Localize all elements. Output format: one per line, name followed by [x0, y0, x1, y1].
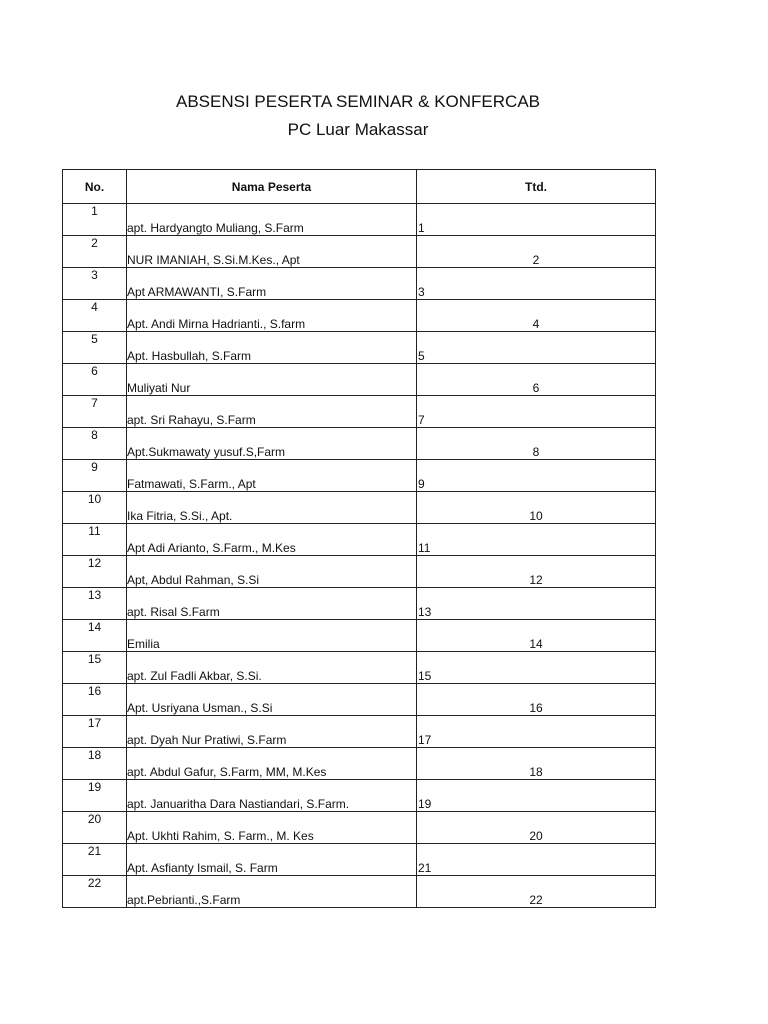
table-row [63, 716, 656, 748]
row-number: 2 [63, 236, 127, 268]
table-row [63, 844, 656, 876]
participant-name: apt. Dyah Nur Pratiwi, S.Farm [127, 716, 417, 748]
table-row [63, 332, 656, 364]
row-number: 8 [63, 428, 127, 460]
signature-cell: 3 [417, 268, 656, 300]
header-name: Nama Peserta [127, 170, 417, 204]
signature-cell: 8 [417, 428, 656, 460]
row-number: 14 [63, 620, 127, 652]
table-header-row [63, 170, 656, 204]
row-number: 16 [63, 684, 127, 716]
participant-name: Apt Adi Arianto, S.Farm., M.Kes [127, 524, 417, 556]
row-number: 20 [63, 812, 127, 844]
document-title: ABSENSI PESERTA SEMINAR & KONFERCAB [175, 92, 541, 111]
table-row [63, 780, 656, 812]
table-row [63, 588, 656, 620]
signature-cell: 20 [417, 812, 656, 844]
table-row [63, 460, 656, 492]
participant-name: Muliyati Nur [127, 364, 417, 396]
participant-name: Apt. Hasbullah, S.Farm [127, 332, 417, 364]
table-row [63, 620, 656, 652]
signature-cell: 1 [417, 204, 656, 236]
row-number: 9 [63, 460, 127, 492]
signature-cell: 17 [417, 716, 656, 748]
participant-name: Ika Fitria, S.Si., Apt. [127, 492, 417, 524]
row-number: 7 [63, 396, 127, 428]
signature-cell: 5 [417, 332, 656, 364]
attendance-table [62, 169, 656, 908]
document-subtitle: PC Luar Makassar [287, 120, 429, 139]
row-number: 3 [63, 268, 127, 300]
table-row [63, 812, 656, 844]
table-row [63, 684, 656, 716]
header-no: No. [63, 170, 127, 204]
participant-name: Emilia [127, 620, 417, 652]
signature-cell: 11 [417, 524, 656, 556]
participant-name: Apt.Sukmawaty yusuf.S,Farm [127, 428, 417, 460]
signature-cell: 21 [417, 844, 656, 876]
table-row [63, 236, 656, 268]
participant-name: Apt. Ukhti Rahim, S. Farm., M. Kes [127, 812, 417, 844]
row-number: 17 [63, 716, 127, 748]
row-number: 10 [63, 492, 127, 524]
participant-name: Apt. Usriyana Usman., S.Si [127, 684, 417, 716]
table-row [63, 396, 656, 428]
signature-cell: 4 [417, 300, 656, 332]
participant-name: apt. Sri Rahayu, S.Farm [127, 396, 417, 428]
table-row [63, 428, 656, 460]
table-row [63, 204, 656, 236]
table-row [63, 492, 656, 524]
signature-cell: 13 [417, 588, 656, 620]
row-number: 6 [63, 364, 127, 396]
table-row [63, 300, 656, 332]
participant-name: apt.Pebrianti.,S.Farm [127, 876, 417, 908]
signature-cell: 16 [417, 684, 656, 716]
participant-name: apt. Risal S.Farm [127, 588, 417, 620]
table-row [63, 556, 656, 588]
table-row [63, 876, 656, 908]
table-body [63, 204, 656, 908]
participant-name: apt. Hardyangto Muliang, S.Farm [127, 204, 417, 236]
table-row [63, 524, 656, 556]
signature-cell: 7 [417, 396, 656, 428]
signature-cell: 12 [417, 556, 656, 588]
row-number: 15 [63, 652, 127, 684]
participant-name: Apt. Andi Mirna Hadrianti., S.farm [127, 300, 417, 332]
row-number: 4 [63, 300, 127, 332]
row-number: 18 [63, 748, 127, 780]
row-number: 5 [63, 332, 127, 364]
participant-name: apt. Abdul Gafur, S.Farm, MM, M.Kes [127, 748, 417, 780]
row-number: 22 [63, 876, 127, 908]
signature-cell: 19 [417, 780, 656, 812]
participant-name: Apt, Abdul Rahman, S.Si [127, 556, 417, 588]
table-row [63, 748, 656, 780]
signature-cell: 15 [417, 652, 656, 684]
signature-cell: 2 [417, 236, 656, 268]
header-signature: Ttd. [417, 170, 656, 204]
row-number: 19 [63, 780, 127, 812]
signature-cell: 9 [417, 460, 656, 492]
signature-cell: 22 [417, 876, 656, 908]
row-number: 21 [63, 844, 127, 876]
table-row [63, 652, 656, 684]
signature-cell: 6 [417, 364, 656, 396]
participant-name: apt. Januaritha Dara Nastiandari, S.Farm. [127, 780, 417, 812]
row-number: 13 [63, 588, 127, 620]
participant-name: Apt. Asfianty Ismail, S. Farm [127, 844, 417, 876]
participant-name: Fatmawati, S.Farm., Apt [127, 460, 417, 492]
table-row [63, 364, 656, 396]
table-row [63, 268, 656, 300]
row-number: 1 [63, 204, 127, 236]
signature-cell: 18 [417, 748, 656, 780]
row-number: 11 [63, 524, 127, 556]
participant-name: NUR IMANIAH, S.Si.M.Kes., Apt [127, 236, 417, 268]
participant-name: apt. Zul Fadli Akbar, S.Si. [127, 652, 417, 684]
row-number: 12 [63, 556, 127, 588]
signature-cell: 10 [417, 492, 656, 524]
signature-cell: 14 [417, 620, 656, 652]
participant-name: Apt ARMAWANTI, S.Farm [127, 268, 417, 300]
